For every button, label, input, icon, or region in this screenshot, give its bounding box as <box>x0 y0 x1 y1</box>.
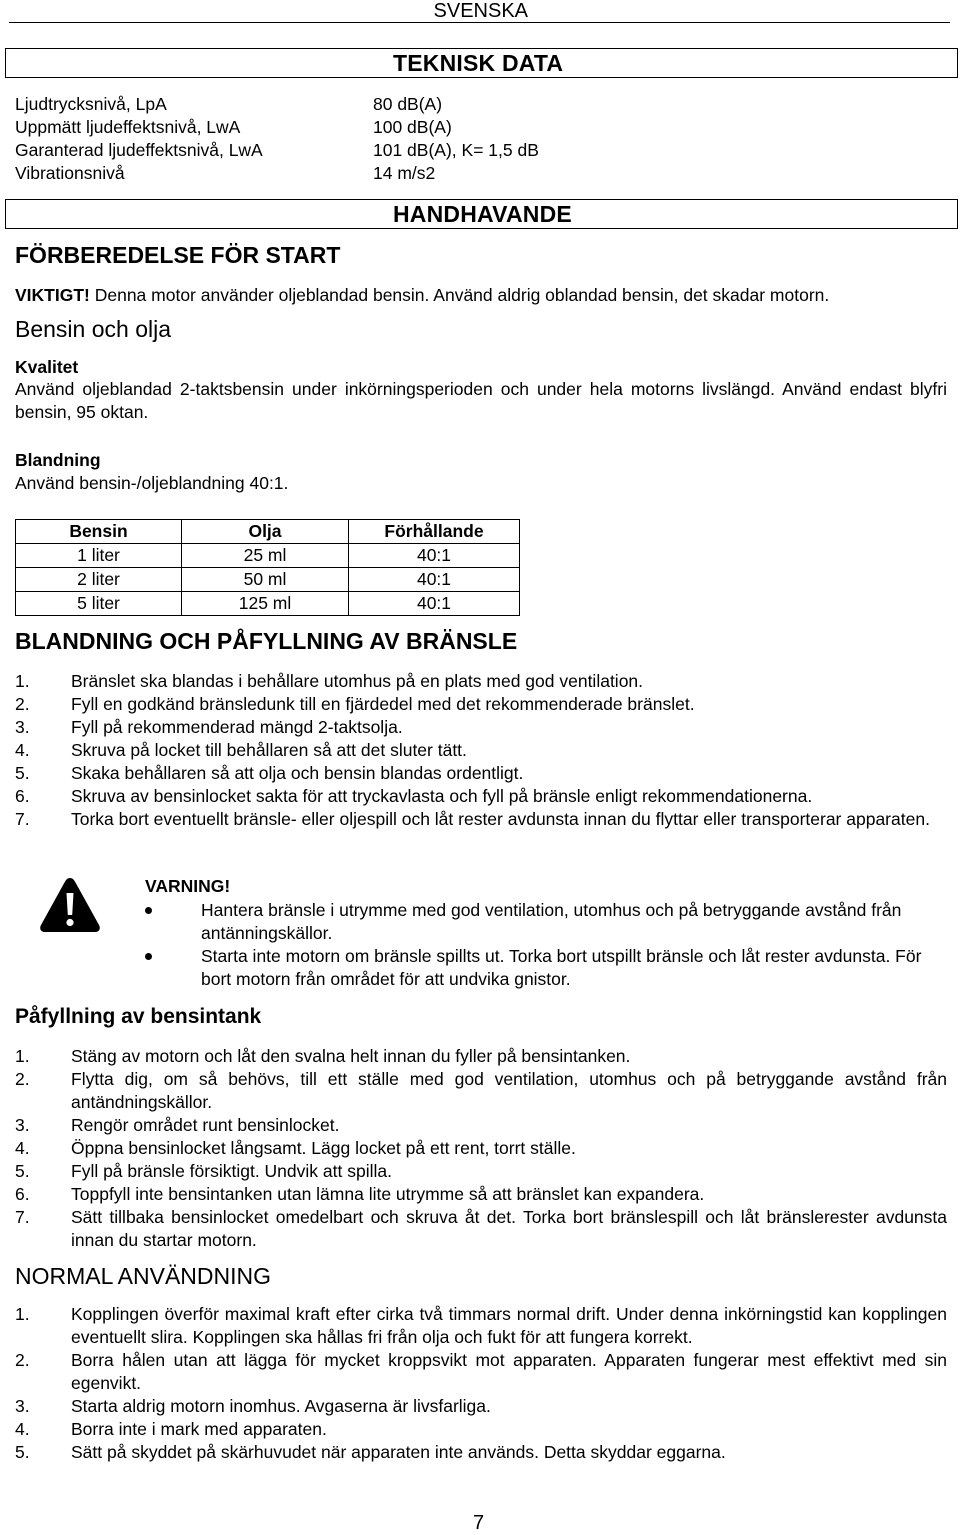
spec-value: 14 m/s2 <box>373 163 436 183</box>
list-item: 7. Sätt tillbaka bensinlocket omedelbart och skruva åt det. Torka bort bränslespill och låt bränslerester avdunsta innan du startar motorn. <box>15 1207 947 1250</box>
mix-text: Använd bensin-/oljeblandning 40:1. <box>15 473 289 493</box>
list-item: 1. Bränslet ska blandas i behållare utomhus på en plats med god ventilation. <box>15 671 644 691</box>
table-cell: 125 ml <box>182 592 349 616</box>
list-item: 1. Kopplingen överför maximal kraft efter cirka två timmars normal drift. Under denna inkörningstid kan kopplingen eventuellt slira. Kopplingen ska hållas fri från olja och fukt för att fungera korrekt. <box>15 1304 947 1347</box>
header-divider <box>9 22 950 23</box>
list-item: 3. Fyll på rekommenderad mängd 2-taktsolja. <box>15 717 403 737</box>
list-item: 2. Fyll en godkänd bränsledunk till en fjärdedel med det rekommenderade bränslet. <box>15 694 695 714</box>
mixing-title: BLANDNING OCH PÅFYLLNING AV BRÄNSLE <box>15 628 518 654</box>
list-item: 7. Torka bort eventuellt bränsle- eller oljespill och låt rester avdunsta innan du flyttar eller transporterar apparaten. <box>15 809 930 829</box>
table-cell: 40:1 <box>349 568 520 592</box>
spec-value: 100 dB(A) <box>373 117 452 137</box>
table-cell: 5 liter <box>16 592 182 616</box>
table-cell: 40:1 <box>349 544 520 568</box>
table-row <box>16 568 520 592</box>
table-cell: 40:1 <box>349 592 520 616</box>
spec-value: 80 dB(A) <box>373 94 443 114</box>
bullet <box>145 907 152 914</box>
mix-table <box>15 519 520 616</box>
list-item: 5. Sätt på skyddet på skärhuvudet när apparaten inte används. Detta skyddar eggarna. <box>15 1442 726 1462</box>
table-header-row <box>16 520 520 544</box>
warning-triangle-icon <box>38 875 102 935</box>
list-item: Hantera bränsle i utrymme med god ventilation, utomhus och på betryggande avstånd från antänningskällor. <box>145 899 935 945</box>
list-item: 1. Stäng av motorn och låt den svalna helt innan du fyller på bensintanken. <box>15 1046 631 1066</box>
list-item: 6. Toppfyll inte bensintanken utan lämna lite utrymme så att bränslet kan expandera. <box>15 1184 705 1204</box>
list-item: 5. Skaka behållaren så att olja och bensin blandas ordentligt. <box>15 763 524 783</box>
list-item: 3. Rengör området runt bensinlocket. <box>15 1115 340 1135</box>
table-cell: 2 liter <box>16 568 182 592</box>
important-label: VIKTIGT! <box>15 285 90 305</box>
table-cell: 25 ml <box>182 544 349 568</box>
column-header: Bensin <box>16 520 182 544</box>
important-note <box>15 284 947 307</box>
list-item: Starta inte motorn om bränsle spillts ut. Torka bort utspillt bränsle och låt rester avdunsta. För bort motorn från området för att undvika gnistor. <box>145 945 935 991</box>
list-item: 2. Flytta dig, om så behövs, till ett ställe med god ventilation, utomhus och på betryggande avstånd från antändningskällor. <box>15 1069 947 1112</box>
normal-use-steps <box>15 1303 947 1464</box>
spec-value: 101 dB(A), K= 1,5 dB <box>373 140 539 160</box>
handling-title: HANDHAVANDE <box>393 201 572 227</box>
list-item: 4. Öppna bensinlocket långsamt. Lägg locket på ett rent, torrt ställe. <box>15 1138 576 1158</box>
language-label: SVENSKA <box>433 0 528 22</box>
list-item: 5. Fyll på bränsle försiktigt. Undvik att spilla. <box>15 1161 392 1181</box>
list-item: 6. Skruva av bensinlocket sakta för att tryckavlasta och fyll på bränsle enligt rekommendationerna. <box>15 786 813 806</box>
mix-title: Blandning <box>15 450 101 470</box>
tech-data-heading-box <box>5 48 958 78</box>
fuel-oil-title: Bensin och olja <box>15 316 171 342</box>
list-item: 4. Borra inte i mark med apparaten. <box>15 1419 327 1439</box>
refuel-title: Påfyllning av bensintank <box>15 1005 262 1028</box>
prep-title: FÖRBEREDELSE FÖR START <box>15 242 341 268</box>
column-header: Förhållande <box>349 520 520 544</box>
column-header: Olja <box>182 520 349 544</box>
list-item: 3. Starta aldrig motorn inomhus. Avgaserna är livsfarliga. <box>15 1396 491 1416</box>
list-item: 4. Skruva på locket till behållaren så att det sluter tätt. <box>15 740 467 760</box>
spec-label: Ljudtrycksnivå, LpA <box>15 94 167 114</box>
warning-list <box>145 899 935 991</box>
quality-text: Använd oljeblandad 2-taktsbensin under inkörningsperioden och under hela motorns livslängd. Använd endast blyfri bensin, 95 oktan. <box>15 379 947 422</box>
handling-heading-box <box>5 199 958 229</box>
quality-title: Kvalitet <box>15 357 79 377</box>
spec-label: Vibrationsnivå <box>15 163 125 183</box>
warning-title: VARNING! <box>145 876 231 896</box>
spec-label: Uppmätt ljudeffektsnivå, LwA <box>15 117 241 137</box>
normal-use-title: NORMAL ANVÄNDNING <box>15 1263 272 1289</box>
refuel-steps <box>15 1045 947 1252</box>
important-text: Denna motor använder oljeblandad bensin. Använd aldrig oblandad bensin, det skadar motorn. <box>89 285 830 305</box>
page-number: 7 <box>473 1512 485 1534</box>
table-row <box>16 544 520 568</box>
tech-data-title: TEKNISK DATA <box>393 50 564 76</box>
mixing-steps <box>15 670 947 831</box>
spec-label: Garanterad ljudeffektsnivå, LwA <box>15 140 263 160</box>
list-item: 2. Borra hålen utan att lägga för mycket kroppsvikt mot apparaten. Apparaten fungerar mest effektivt med sin egenvikt. <box>15 1350 947 1393</box>
bullet <box>145 953 152 960</box>
table-row <box>16 592 520 616</box>
table-cell: 1 liter <box>16 544 182 568</box>
table-cell: 50 ml <box>182 568 349 592</box>
